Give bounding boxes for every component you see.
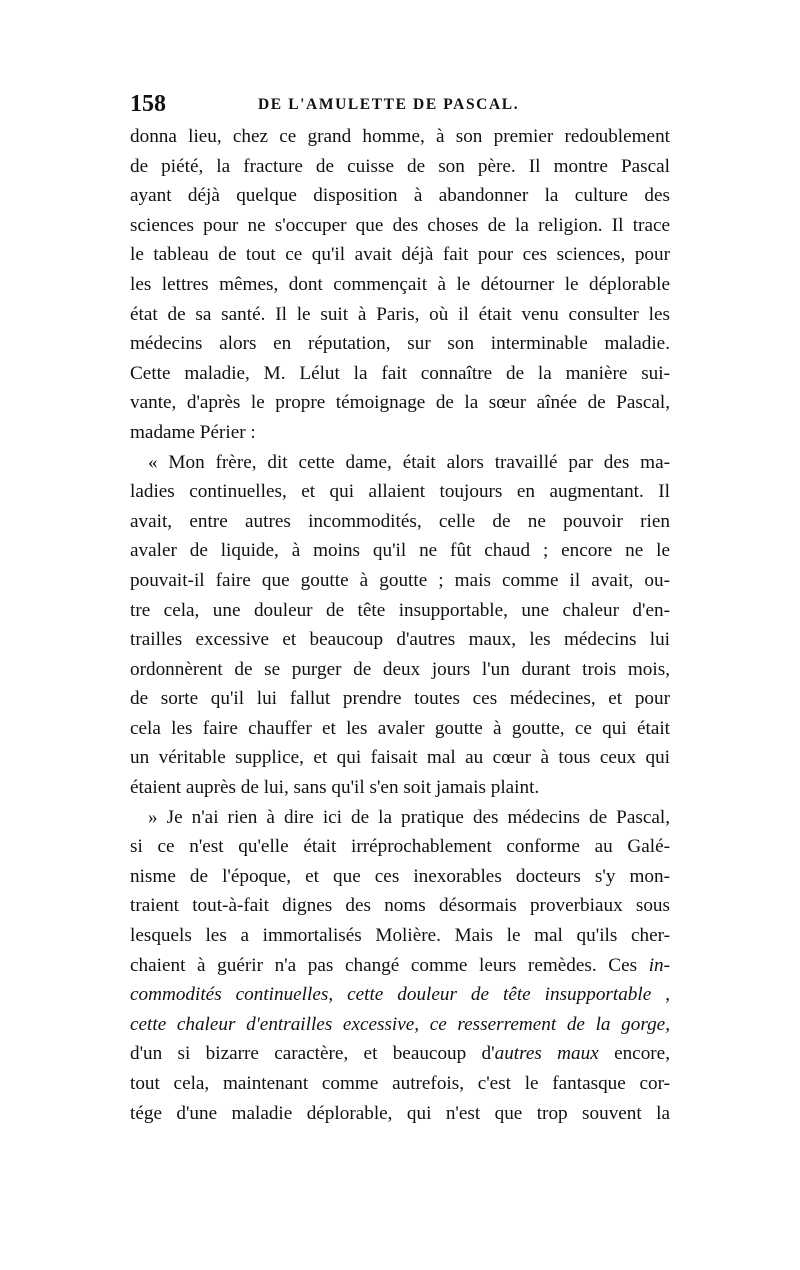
text-line: si ce n'est qu'elle était irréprochablement conforme au Galé- (130, 836, 670, 858)
text-line: ayant déjà quelque disposition à abandonner la culture des (130, 185, 670, 207)
text-line: cela les faire chauffer et les avaler goutte à goutte, ce qui était (130, 717, 670, 739)
text-line: madame Périer : (130, 421, 256, 443)
page-number: 158 (130, 91, 166, 117)
text-line: traient tout-à-fait dignes des noms désormais proverbiaux sous (130, 895, 670, 917)
text-line: état de sa santé. Il le suit à Paris, où il était venu consulter les (130, 303, 670, 325)
text-roman: d'un si bizarre caractère, et beaucoup d' (130, 1043, 495, 1065)
text-line: ordonnèrent de se purger de deux jours l'un durant trois mois, (130, 658, 670, 680)
text-roman: encore, (598, 1043, 670, 1065)
text-italic: commodités continuelles (130, 984, 329, 1006)
text-line: le tableau de tout ce qu'il avait déjà fait pour ces sciences, pour (130, 244, 670, 266)
text-line: trailles excessive et beaucoup d'autres maux, les médecins lui (130, 629, 670, 651)
text-line: un véritable supplice, et qui faisait mal au cœur à tous ceux qui (130, 747, 670, 769)
text-line-italic: cette chaleur d'entrailles excessive, ce resserrement de la gorge, (130, 1013, 670, 1035)
text-line: de piété, la fracture de cuisse de son père. Il montre Pascal (130, 155, 670, 177)
text-line: tége d'une maladie déplorable, qui n'est que trop souvent la (130, 1102, 670, 1124)
text-italic: cette douleur de tête insupportable (347, 984, 652, 1006)
text-line: lesquels les a immortalisés Molière. Mais le mal qu'ils cher- (130, 925, 670, 947)
text-line: tout cela, maintenant comme autrefois, c'est le fantasque cor- (130, 1073, 670, 1094)
text-line: de sorte qu'il lui fallut prendre toutes ces médecines, et pour (130, 688, 670, 710)
text-line: pouvait-il faire que goutte à goutte ; mais comme il avait, ou- (130, 569, 670, 591)
text-roman: , (328, 984, 348, 1006)
text-line: tre cela, une douleur de tête insupportable, une chaleur d'en- (130, 599, 670, 621)
text-line: étaient auprès de lui, sans qu'il s'en soit jamais plaint. (130, 777, 540, 799)
text-line: donna lieu, chez ce grand homme, à son premier redoublement (130, 126, 670, 147)
running-head-title: DE L'AMULETTE DE PASCAL. (258, 96, 520, 113)
text-line: les lettres mêmes, dont commençait à le détourner le déplorable (130, 273, 670, 295)
text-italic: autres maux (494, 1043, 599, 1065)
text-line-mixed (130, 951, 670, 981)
quote-start-line: « Mon frère, dit cette dame, était alors travaillé par des ma- (148, 451, 670, 473)
text-line: avaler de liquide, à moins qu'il ne fût chaud ; encore ne le (130, 540, 670, 562)
text-line: vante, d'après le propre témoignage de la sœur aînée de Pascal, (130, 392, 670, 414)
body-text (130, 122, 670, 1128)
text-line: Cette maladie, M. Lélut la fait connaître de la manière sui- (130, 362, 670, 384)
text-line: sciences pour ne s'occuper que des choses de la religion. Il trace (130, 214, 670, 236)
text-line: nisme de l'époque, et que ces inexorables docteurs s'y mon- (130, 865, 670, 887)
text-line: avait, entre autres incommodités, celle de ne pouvoir rien (130, 510, 670, 532)
text-italic: in- (648, 954, 671, 976)
text-roman: chaient à guérir n'a pas changé comme leurs remèdes. Ces (130, 954, 638, 976)
text-line-mixed (130, 1039, 670, 1069)
running-header (130, 92, 670, 116)
text-line: ladies continuelles, et qui allaient toujours en augmentant. Il (130, 481, 670, 503)
text-line-italic (130, 980, 670, 1010)
text-roman: , (651, 984, 671, 1006)
text-line: médecins alors en réputation, sur son interminable maladie. (130, 333, 670, 355)
paragraph-start-line: » Je n'ai rien à dire ici de la pratique des médecins de Pascal, (148, 806, 670, 828)
